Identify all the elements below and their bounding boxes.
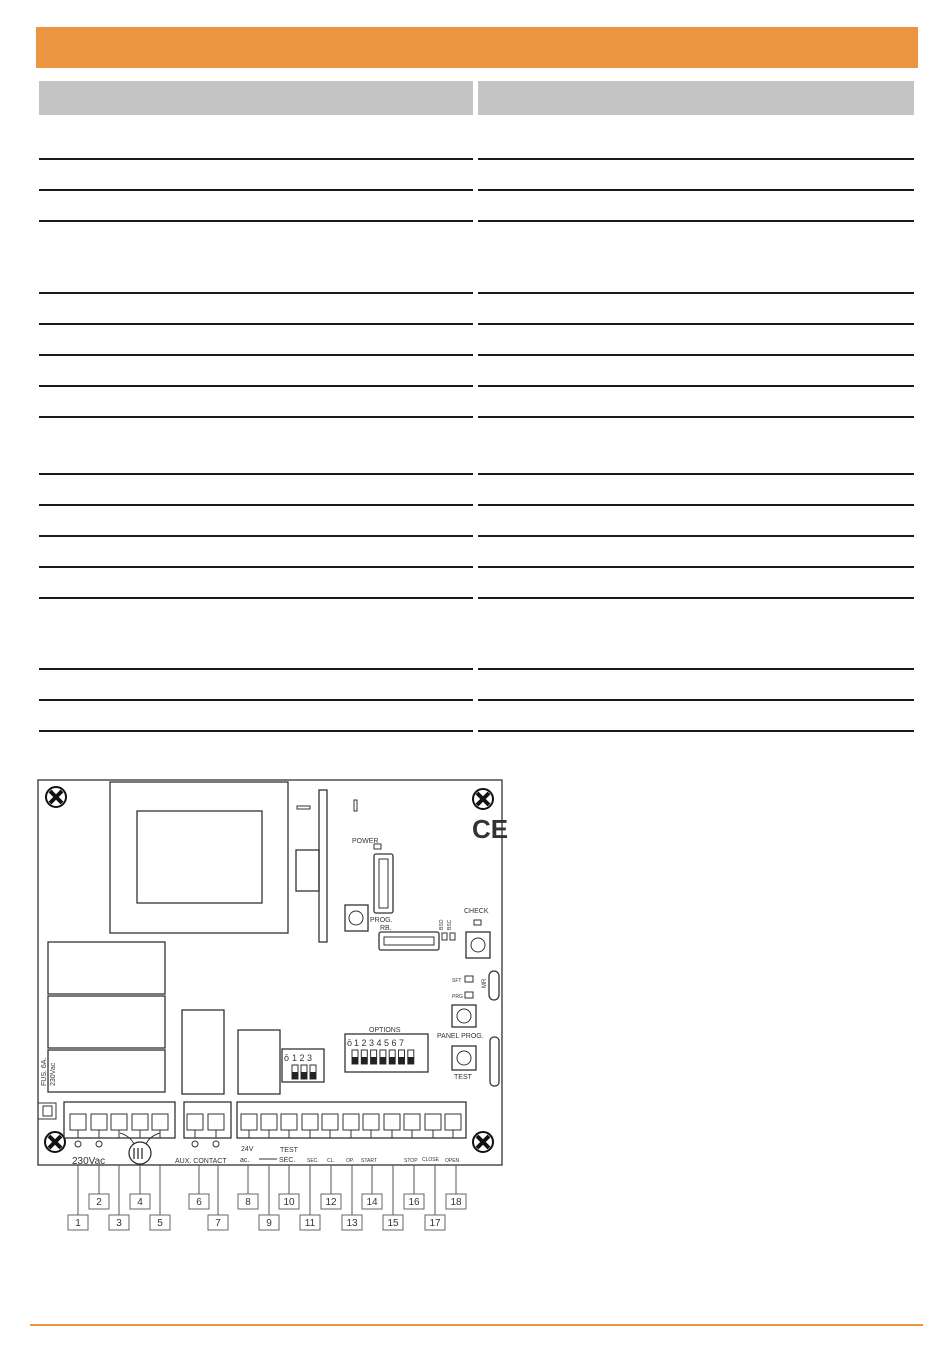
option-switch-lever	[389, 1057, 395, 1064]
table-row-divider	[478, 189, 914, 191]
table-header-left	[39, 81, 473, 115]
terminals	[70, 1114, 461, 1147]
table-row-divider	[478, 354, 914, 356]
motor-symbol-icon	[129, 1142, 151, 1164]
screw-icon	[46, 787, 66, 807]
table-row-divider	[478, 292, 914, 294]
callout-number: 8	[245, 1197, 251, 1208]
table-row-divider	[478, 566, 914, 568]
options-switches	[352, 1050, 414, 1064]
bso-label: BSO	[439, 919, 445, 930]
rb-connector	[379, 932, 439, 950]
cl-label: CL.	[327, 1158, 335, 1164]
options-digits: 1 2 3 4 5 6 7	[354, 1038, 405, 1048]
screw-icon	[45, 1132, 65, 1152]
dip-switch-lever	[301, 1072, 307, 1079]
radio-module-slot	[374, 854, 393, 913]
bso-led	[442, 933, 447, 940]
terminal-screw	[281, 1114, 297, 1130]
terminal-screw	[132, 1114, 148, 1130]
table-row-divider	[478, 597, 914, 599]
bsc-led	[450, 933, 455, 940]
terminal-screw	[302, 1114, 318, 1130]
callout-number: 6	[196, 1197, 202, 1208]
terminal-screw	[384, 1114, 400, 1130]
option-switch-lever	[380, 1057, 386, 1064]
board-svg	[34, 776, 509, 1241]
dip-switch-lever	[310, 1072, 316, 1079]
callout-number: 16	[408, 1197, 420, 1208]
table-row-divider	[39, 473, 473, 475]
screw-icon	[473, 1132, 493, 1152]
table-row-divider	[478, 220, 914, 222]
table-row-divider	[39, 416, 473, 418]
connector-block	[296, 850, 319, 891]
dip-switch-lever	[292, 1072, 298, 1079]
callout-number: 13	[346, 1218, 358, 1229]
table-row-divider	[478, 473, 914, 475]
table-row-divider	[478, 668, 914, 670]
options-label: OPTIONS	[369, 1027, 401, 1034]
callout-number: 3	[116, 1218, 122, 1229]
terminal-screw	[425, 1114, 441, 1130]
test-button	[452, 1046, 476, 1070]
terminal-screw	[152, 1114, 168, 1130]
power-label: POWER	[352, 838, 379, 845]
relay	[48, 996, 165, 1048]
prg-led	[465, 992, 473, 998]
terminal-contact	[96, 1141, 102, 1147]
option-switch-lever	[399, 1057, 405, 1064]
table-row-divider	[39, 730, 473, 732]
table-row-divider	[39, 504, 473, 506]
terminal-screw	[187, 1114, 203, 1130]
options-on-mark: ō	[347, 1038, 353, 1048]
mr-jumper	[489, 971, 499, 1000]
terminal-screw	[111, 1114, 127, 1130]
screw-icon	[473, 789, 493, 809]
table-header-right	[478, 81, 914, 115]
stop-label: STOP	[404, 1158, 418, 1164]
close-label: CLOSE	[422, 1157, 439, 1163]
callout-number: 2	[96, 1197, 102, 1208]
transformer-core	[137, 811, 262, 903]
terminal-contact	[213, 1141, 219, 1147]
callout-number: 4	[137, 1197, 143, 1208]
mains-label: 230Vac	[72, 1156, 106, 1167]
callout-number: 5	[157, 1218, 163, 1229]
table-row-divider	[478, 535, 914, 537]
table-row-divider	[39, 535, 473, 537]
sft-label: SFT	[452, 978, 462, 984]
indicator	[354, 800, 357, 811]
table-row-divider	[39, 292, 473, 294]
bsc-label: BSC	[447, 919, 453, 930]
callout-number: 11	[304, 1218, 316, 1229]
callout-number: 7	[215, 1218, 221, 1229]
ac-label: ac.	[240, 1157, 250, 1164]
callout-number: 10	[283, 1197, 295, 1208]
prog-label: PROG.	[370, 917, 393, 924]
section-banner	[36, 27, 918, 68]
callout-number: 17	[429, 1218, 441, 1229]
capacitor-block	[238, 1030, 280, 1094]
table-row-divider	[478, 699, 914, 701]
test-button-knob	[457, 1051, 471, 1065]
callout-number: 14	[366, 1197, 378, 1208]
mr-label: MR	[482, 978, 488, 988]
table-row-divider	[39, 385, 473, 387]
terminal-contact	[192, 1141, 198, 1147]
callout-number: 1	[75, 1218, 81, 1229]
terminal-contact	[75, 1141, 81, 1147]
test-terminal-label: TEST	[280, 1147, 298, 1154]
callout-number: 18	[450, 1197, 462, 1208]
check-led	[474, 920, 481, 925]
dip3-digits: 1 2 3	[292, 1053, 313, 1063]
op-label: OP.	[346, 1158, 354, 1164]
aux-contact-label: AUX. CONTACT	[175, 1158, 227, 1165]
start-label: START	[361, 1158, 377, 1164]
option-switch-lever	[361, 1057, 367, 1064]
dip3-on-mark: ō	[284, 1053, 290, 1063]
rb-label: RB.	[380, 925, 392, 932]
table-row-divider	[478, 385, 914, 387]
sft-led	[465, 976, 473, 982]
fuse-holder	[38, 1103, 56, 1119]
terminal-screw	[445, 1114, 461, 1130]
fuse-label: FUS. 6A.	[41, 1057, 48, 1086]
callout-number: 9	[266, 1218, 272, 1229]
control-board-diagram	[34, 776, 509, 1241]
open-label: OPEN	[445, 1158, 460, 1164]
table-row-divider	[39, 158, 473, 160]
prog-button-knob	[349, 911, 363, 925]
table-row-divider	[478, 323, 914, 325]
terminal-screw	[322, 1114, 338, 1130]
table-row-divider	[39, 354, 473, 356]
table-row-divider	[478, 730, 914, 732]
terminal-screw	[70, 1114, 86, 1130]
table-row-divider	[39, 699, 473, 701]
sec-label: SEC.	[279, 1157, 296, 1164]
check-button	[466, 932, 490, 958]
panel-prog-knob	[457, 1009, 471, 1023]
terminal-screw	[343, 1114, 359, 1130]
sec-small-label: SEC.	[307, 1158, 319, 1164]
table-row-divider	[39, 668, 473, 670]
table-row-divider	[478, 158, 914, 160]
option-switch-lever	[352, 1057, 358, 1064]
fuse	[43, 1106, 52, 1116]
terminal-screw	[404, 1114, 420, 1130]
option-switch-lever	[371, 1057, 377, 1064]
table-row-divider	[39, 566, 473, 568]
check-label: CHECK	[464, 908, 489, 915]
fuse-voltage-label: 230Vac	[50, 1062, 57, 1086]
prg-label: PRG	[452, 994, 463, 1000]
radio-module-inner	[379, 859, 388, 908]
test-button-label: TEST	[454, 1074, 472, 1081]
callout-number: 15	[387, 1218, 399, 1229]
terminal-screw	[261, 1114, 277, 1130]
ce-mark: CE	[472, 814, 509, 844]
board-outline	[38, 780, 502, 1165]
check-button-knob	[471, 938, 485, 952]
footer-rule	[30, 1324, 923, 1326]
callout-number: 12	[325, 1197, 337, 1208]
aux-relay	[182, 1010, 224, 1094]
v24-label: 24V	[241, 1146, 254, 1153]
table-row-divider	[39, 189, 473, 191]
relay	[48, 1050, 165, 1092]
terminal-screw	[91, 1114, 107, 1130]
panel-prog-button	[452, 1005, 476, 1027]
terminal-screw	[208, 1114, 224, 1130]
rb-connector-inner	[384, 937, 434, 945]
terminal-screw	[241, 1114, 257, 1130]
table-row-divider	[39, 323, 473, 325]
panel-prog-label: PANEL PROG.	[437, 1033, 484, 1040]
table-row-divider	[478, 504, 914, 506]
relay	[48, 942, 165, 994]
dip3-switches	[292, 1065, 316, 1079]
prog-button	[345, 905, 368, 931]
table-row-divider	[478, 416, 914, 418]
option-switch-lever	[408, 1057, 414, 1064]
table-row-divider	[39, 220, 473, 222]
terminal-callouts	[68, 1165, 466, 1230]
indicator	[297, 806, 310, 809]
table-row-divider	[39, 597, 473, 599]
terminal-screw	[363, 1114, 379, 1130]
side-connector	[490, 1037, 499, 1086]
connector-strip	[319, 790, 327, 942]
